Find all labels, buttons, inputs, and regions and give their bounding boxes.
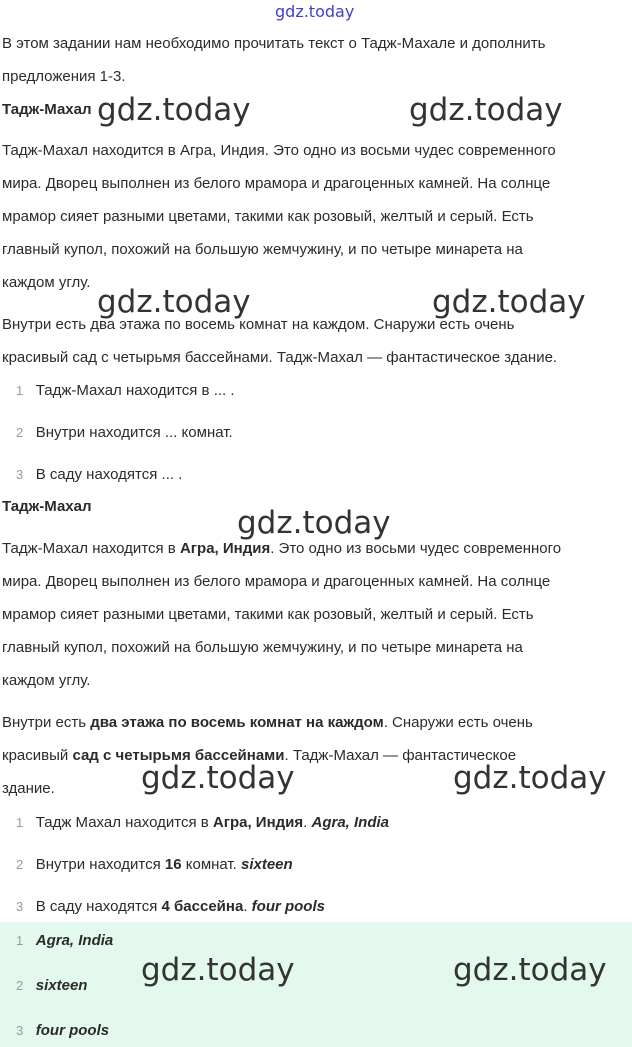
answer-item — [16, 806, 389, 839]
question-number: 3 — [16, 467, 24, 482]
text2-p1-line: мрамор сияет разными цветами, такими как розовый, желтый и серый. Есть — [2, 606, 534, 623]
text2-p1-line: главный купол, похожий на большую жемчужину, и по четыре минарета на — [2, 639, 523, 656]
text2-p1-line: каждом углу. — [2, 672, 91, 689]
question-text: В саду находятся ... . — [35, 466, 183, 483]
text-segment: красивый — [2, 747, 73, 764]
watermark: gdz.today — [453, 760, 607, 796]
answer-number: 2 — [16, 857, 24, 872]
text2-p1-line: мира. Дворец выполнен из белого мрамора и драгоценных камней. На солнце — [2, 573, 551, 590]
question-text: Внутри находится ... комнат. — [35, 424, 233, 441]
watermark: gdz.today — [97, 284, 251, 320]
final-answer-text: four pools — [35, 1022, 110, 1039]
text-segment: . Тадж-Махал — фантастическое — [284, 747, 517, 764]
final-answer-number: 1 — [16, 933, 24, 948]
final-answer-number: 2 — [16, 978, 24, 993]
highlight-location: Агра, Индия — [179, 540, 271, 557]
answer-highlight: 4 бассейна — [161, 898, 244, 915]
task-line-1: В этом задании нам необходимо прочитать текст о Тадж-Махале и дополнить — [2, 35, 546, 52]
text-segment: . — [243, 898, 252, 915]
question-text: Тадж-Махал находится в ... . — [35, 382, 235, 399]
watermark: gdz.today — [409, 92, 563, 128]
final-answer-number: 3 — [16, 1023, 24, 1038]
question-number: 2 — [16, 425, 24, 440]
final-answer-item — [16, 969, 87, 1002]
highlight-garden: сад с четырьмя бассейнами — [72, 747, 285, 764]
final-answer-item — [16, 924, 113, 957]
question-number: 1 — [16, 383, 24, 398]
watermark: gdz.today — [141, 952, 295, 988]
final-answer-text: sixteen — [35, 977, 88, 994]
answer-english: four pools — [251, 898, 325, 915]
watermark: gdz.today — [97, 92, 251, 128]
answer-highlight: Агра, Индия — [212, 814, 304, 831]
text-segment: . Снаружи есть очень — [383, 714, 533, 731]
text1-p1-line: каждом углу. — [2, 274, 91, 291]
watermark: gdz.today — [453, 952, 607, 988]
text-segment: В саду находятся — [35, 898, 162, 915]
text-segment: комнат. — [181, 856, 241, 873]
text1-p2-line: Внутри есть два этажа по восемь комнат на каждом. Снаружи есть очень — [2, 316, 515, 333]
answer-highlight: 16 — [164, 856, 182, 873]
text1-p1-line: мира. Дворец выполнен из белого мрамора и драгоценных камней. На солнце — [2, 175, 551, 192]
watermark: gdz.today — [141, 760, 295, 796]
watermark: gdz.today — [237, 505, 391, 541]
answer-item — [16, 848, 293, 881]
text2-title: Тадж-Махал — [2, 498, 92, 515]
watermark: gdz.today — [432, 284, 586, 320]
text1-p1-line: мрамор сияет разными цветами, такими как розовый, желтый и серый. Есть — [2, 208, 534, 225]
answer-english: Agra, India — [311, 814, 389, 831]
question-item — [16, 416, 233, 449]
answer-english: sixteen — [240, 856, 293, 873]
text-segment: . Это одно из восьми чудес современного — [270, 540, 562, 557]
text2-p2-line: здание. — [2, 780, 55, 797]
site-watermark-header: gdz.today — [275, 2, 355, 21]
text-segment: Внутри находится — [35, 856, 165, 873]
text2-p2-line — [2, 706, 533, 739]
question-item — [16, 458, 182, 491]
text1-p1-line: главный купол, похожий на большую жемчужину, и по четыре минарета на — [2, 241, 523, 258]
task-line-2: предложения 1-3. — [2, 68, 126, 85]
answer-number: 3 — [16, 899, 24, 914]
text-segment: Тадж-Махал находится в — [2, 540, 180, 557]
text1-title: Тадж-Махал — [2, 101, 92, 118]
answer-item — [16, 890, 325, 923]
text-segment: Тадж Махал находится в — [35, 814, 213, 831]
highlight-rooms: два этажа по восемь комнат на каждом — [90, 714, 384, 731]
final-answer-text: Agra, India — [35, 932, 114, 949]
answer-number: 1 — [16, 815, 24, 830]
text-segment: Внутри есть — [2, 714, 91, 731]
text-segment: . — [303, 814, 312, 831]
text1-p1-line: Тадж-Махал находится в Агра, Индия. Это одно из восьми чудес современного — [2, 142, 556, 159]
question-item — [16, 374, 235, 407]
final-answer-item — [16, 1014, 109, 1047]
text1-p2-line: красивый сад с четырьмя бассейнами. Тадж-Махал — фантастическое здание. — [2, 349, 558, 366]
